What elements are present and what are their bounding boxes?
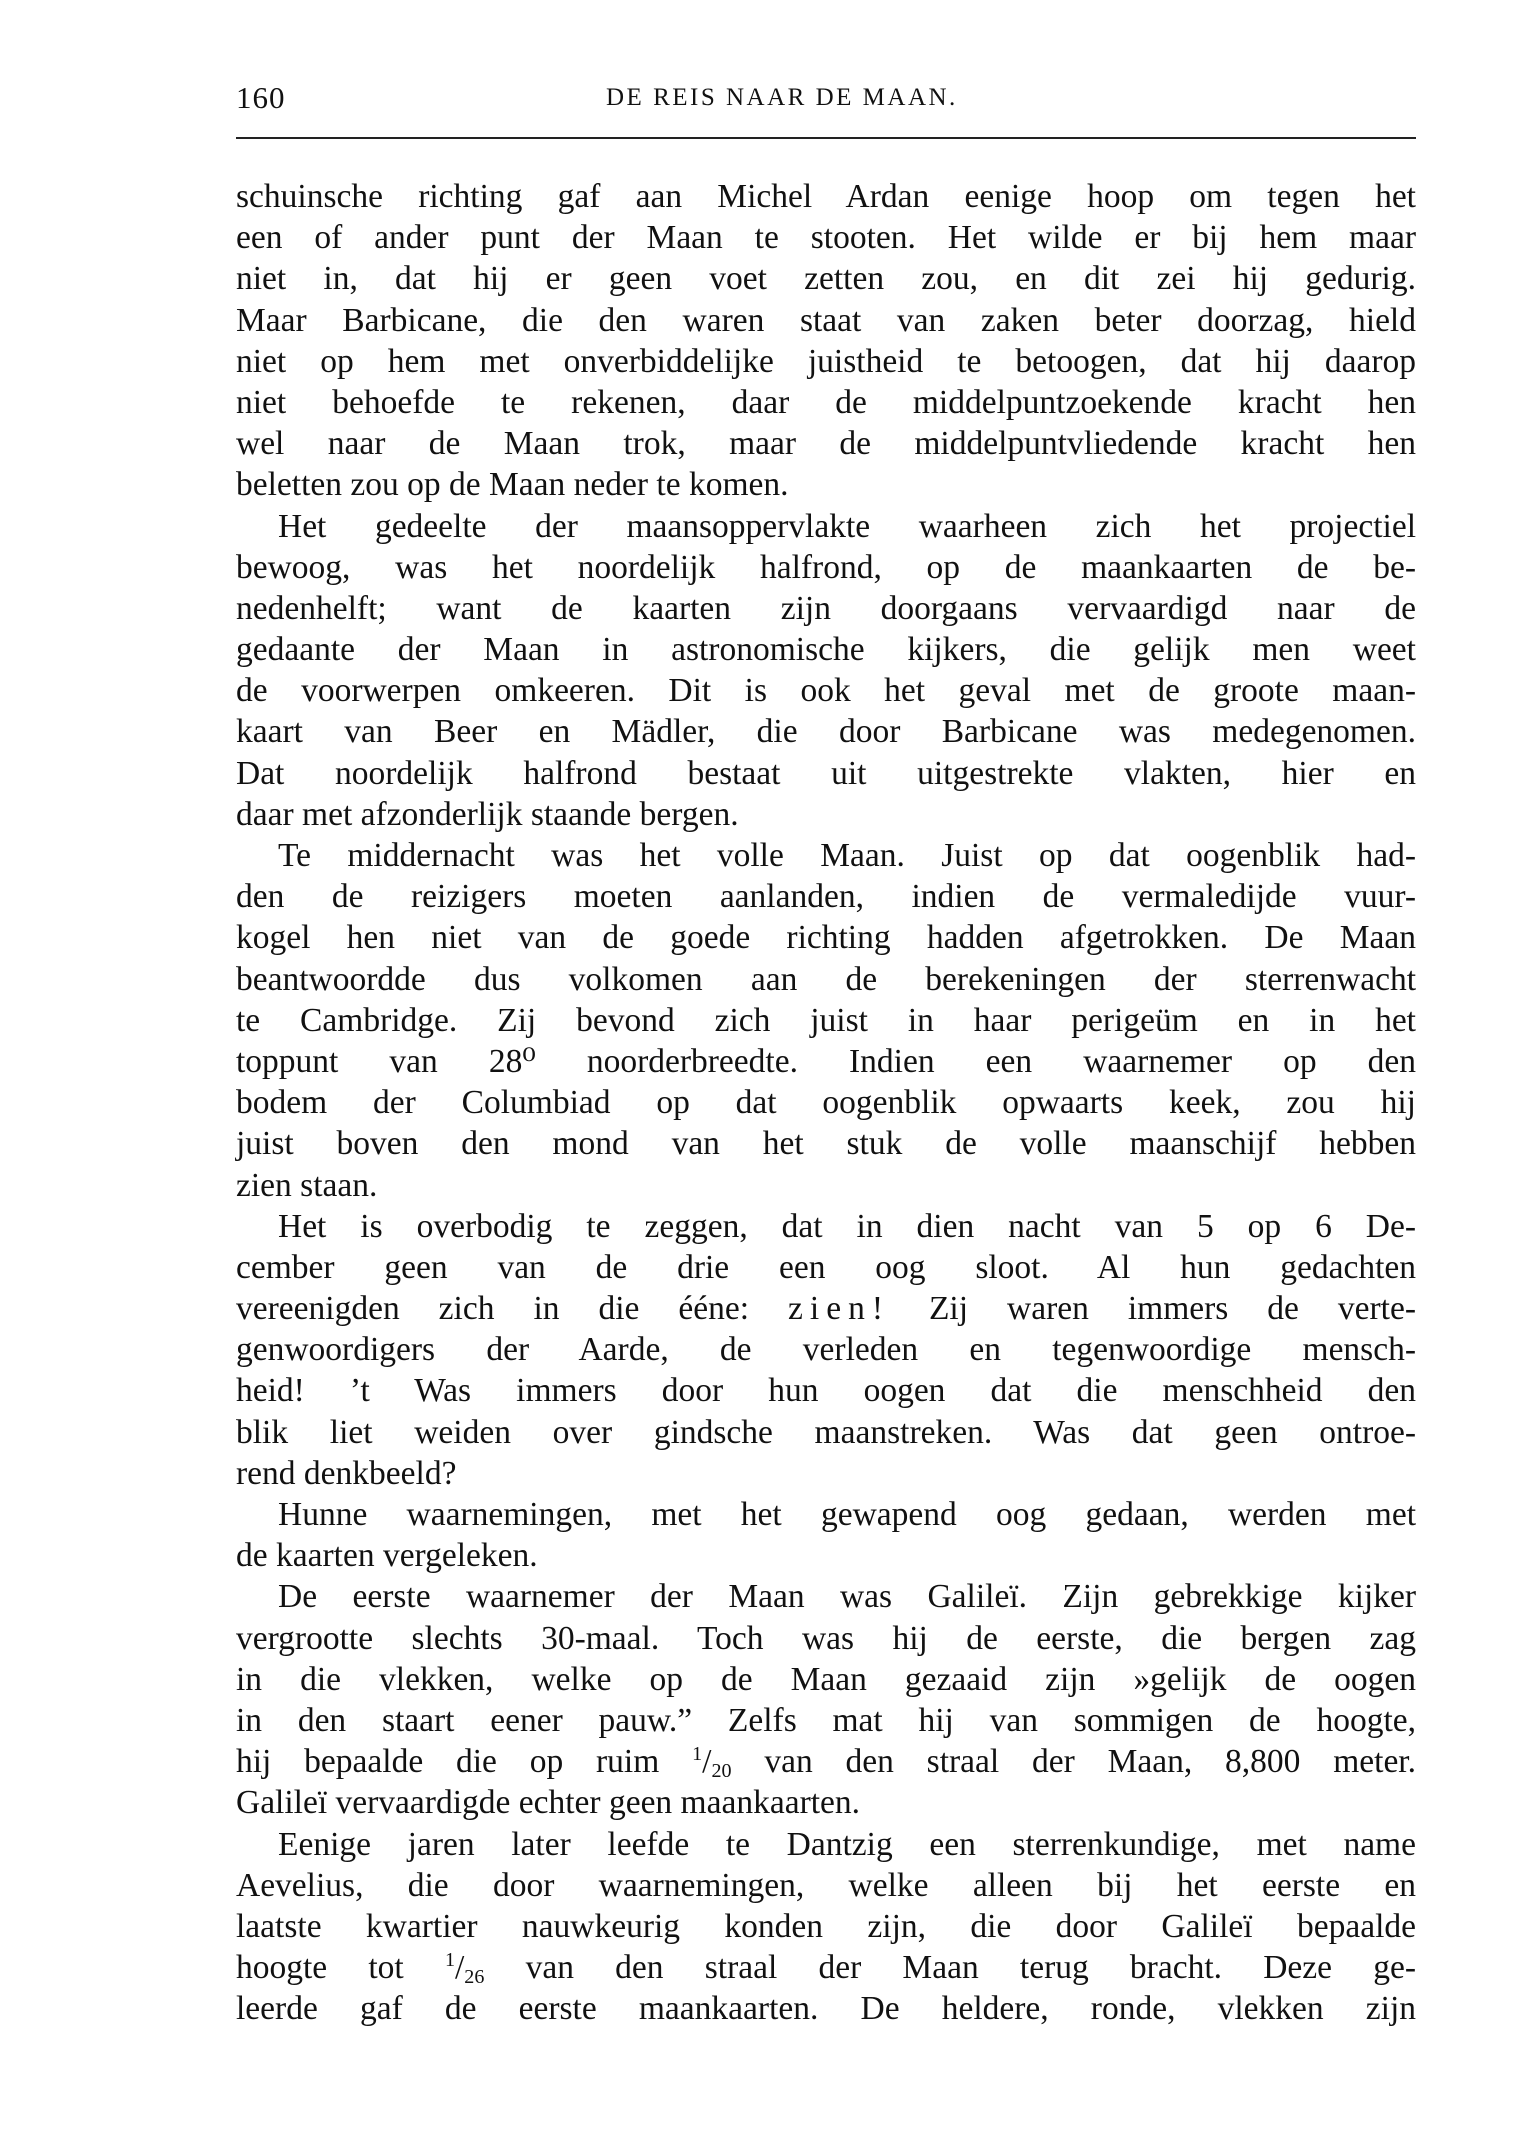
text-line: [236, 1000, 1416, 1041]
line-text: leerde gaf de eerste maankaarten. De heldere, ronde, vlekken zijn: [236, 1990, 1416, 2028]
line-text: Het gedeelte der maansoppervlakte waarheen zich het projectiel: [278, 507, 1416, 545]
fraction-slash: /: [702, 1743, 712, 1781]
line-text: blik liet weiden over gindsche maanstreken. Was dat geen ontroe-: [236, 1413, 1416, 1451]
text-line: [236, 341, 1416, 382]
text-line: [236, 1947, 1416, 1988]
page-number: 160: [236, 80, 286, 115]
line-text: Dat noordelijk halfrond bestaat uit uitgestrekte vlakten, hier en: [236, 754, 1416, 792]
text-line: [236, 382, 1416, 423]
line-text: in die vlekken, welke op de Maan gezaaid zijn »gelijk de oogen: [236, 1660, 1416, 1698]
paragraph-first-line: [236, 1206, 1416, 1247]
line-text: nedenhelft; want de kaarten zijn doorgaans vervaardigd naar de: [236, 589, 1416, 627]
text-line: [236, 217, 1416, 258]
fraction-denominator: 20: [711, 1760, 732, 1783]
text-line: [236, 794, 1416, 835]
line-text: rend denkbeeld?: [236, 1454, 457, 1492]
text-line: [236, 423, 1416, 464]
text-line: [236, 1370, 1416, 1411]
text-line: [236, 753, 1416, 794]
header-rule: [236, 137, 1416, 139]
line-text: den de reizigers moeten aanlanden, indien de vermaledijde vuur-: [236, 878, 1416, 916]
text-line: [236, 1247, 1416, 1288]
text-line: [236, 1741, 1416, 1782]
line-text: kaart van Beer en Mädler, die door Barbicane was medegenomen.: [236, 713, 1416, 751]
line-text: een of ander punt der Maan te stooten. Het wilde er bij hem maar: [236, 219, 1416, 257]
line-text: Eenige jaren later leefde te Dantzig een sterrenkundige, met name: [278, 1825, 1416, 1863]
line-text: de voorwerpen omkeeren. Dit is ook het geval met de groote maan-: [236, 672, 1416, 710]
line-text: Te middernacht was het volle Maan. Juist op dat oogenblik had-: [278, 837, 1416, 874]
text-line: [236, 1659, 1416, 1700]
line-text: cember geen van de drie een oog sloot. Al hun gedachten: [236, 1248, 1416, 1286]
text-line: [236, 1041, 1416, 1082]
line-text: Maar Barbicane, die den waren staat van zaken beter doorzag, hield: [236, 301, 1416, 339]
fraction-slash: /: [454, 1949, 465, 1987]
paragraph-first-line: [236, 1824, 1416, 1865]
text-line: [236, 1329, 1416, 1370]
line-text: niet op hem met onverbiddelijke juistheid te betoogen, dat hij daarop: [236, 342, 1416, 380]
text-line: [236, 1618, 1416, 1659]
line-text: zien staan.: [236, 1166, 378, 1204]
line-text: kogel hen niet van de goede richting hadden afgetrokken. De Maan: [236, 919, 1416, 957]
line-text: heid! ’t Was immers door hun oogen dat die menschheid den: [236, 1372, 1416, 1410]
line-text: laatste kwartier nauwkeurig konden zijn, die door Galileï bepaalde: [236, 1907, 1416, 1945]
text-line: [236, 1988, 1416, 2029]
line-text-continued: van den straal der Maan, 8,800 meter.: [731, 1743, 1416, 1781]
line-text: beletten zou op de Maan neder te komen.: [236, 466, 789, 504]
text-line: [236, 547, 1416, 588]
text-line: [236, 629, 1416, 670]
line-text: Hunne waarnemingen, met het gewapend oog gedaan, werden met: [278, 1496, 1416, 1533]
text-line: [236, 711, 1416, 752]
text-line: [236, 917, 1416, 958]
text-line: [236, 1453, 1416, 1494]
text-line: [236, 1412, 1416, 1453]
line-text: bewoog, was het noordelijk halfrond, op de maankaarten de be-: [236, 548, 1416, 586]
page-header: [236, 80, 1416, 120]
paragraph-first-line: [236, 506, 1416, 547]
line-text-continued: van den straal der Maan terug bracht. Deze ge-: [484, 1949, 1416, 1987]
text-line: [236, 300, 1416, 341]
fraction-numerator: 1: [692, 1743, 703, 1766]
line-text: niet in, dat hij er geen voet zetten zou, en dit zei hij gedurig.: [236, 260, 1416, 298]
running-title: DE REIS NAAR DE MAAN.: [606, 84, 958, 111]
line-text: de kaarten vergeleken.: [236, 1537, 538, 1575]
line-text: beantwoordde dus volkomen aan de berekeningen der sterrenwacht: [236, 960, 1416, 998]
line-text: vereenigden zich in die ééne:: [236, 1290, 789, 1328]
body-text: [236, 176, 1416, 2029]
text-line: [236, 670, 1416, 711]
line-text: toppunt van 28⁰ noorderbreedte. Indien een waarnemer op den: [236, 1042, 1416, 1080]
line-text: daar met afzonderlijk staande bergen.: [236, 795, 739, 833]
line-text: juist boven den mond van het stuk de volle maanschijf hebben: [236, 1125, 1416, 1163]
line-text: gedaante der Maan in astronomische kijkers, die gelijk men weet: [236, 631, 1416, 669]
text-line: [236, 1535, 1416, 1576]
line-text: De eerste waarnemer der Maan was Galileï. Zijn gebrekkige kijker: [278, 1578, 1416, 1616]
line-text: te Cambridge. Zij bevond zich juist in haar perigeüm en in het: [236, 1001, 1416, 1039]
line-text: in den staart eener pauw.” Zelfs mat hij van sommigen de hoogte,: [236, 1701, 1416, 1739]
paragraph-first-line: [236, 835, 1416, 876]
text-line: [236, 258, 1416, 299]
fraction-numerator: 1: [444, 1949, 455, 1972]
text-line: [236, 1082, 1416, 1123]
text-line: [236, 176, 1416, 217]
line-text: Het is overbodig te zeggen, dat in dien nacht van 5 op 6 De-: [278, 1207, 1416, 1245]
paragraph-first-line: [236, 1494, 1416, 1535]
line-text: schuinsche richting gaf aan Michel Ardan eenige hoop om tegen het: [236, 178, 1416, 215]
text-line: [236, 464, 1416, 505]
text-line: [236, 1782, 1416, 1823]
paragraph-first-line: [236, 1576, 1416, 1617]
line-text: hij bepaalde die op ruim: [236, 1743, 693, 1781]
line-text: wel naar de Maan trok, maar de middelpuntvliedende kracht hen: [236, 425, 1416, 463]
line-text: vergrootte slechts 30-maal. Toch was hij de eerste, die bergen zag: [236, 1619, 1416, 1657]
line-text-continued: Zij waren immers de verte-: [889, 1290, 1416, 1328]
fraction-denominator: 26: [464, 1966, 485, 1989]
emphasized-word: zien!: [788, 1290, 890, 1328]
text-line: [236, 876, 1416, 917]
fraction: [692, 1743, 732, 1783]
text-line: [236, 1700, 1416, 1741]
line-text: genwoordigers der Aarde, de verleden en tegenwoordige mensch-: [236, 1331, 1416, 1369]
fraction: [444, 1949, 485, 1989]
text-line: [236, 1165, 1416, 1206]
text-line: [236, 1906, 1416, 1947]
text-line: [236, 1865, 1416, 1906]
line-text: niet behoefde te rekenen, daar de middelpuntzoekende kracht hen: [236, 383, 1416, 421]
text-line: [236, 1288, 1416, 1329]
text-line: [236, 1123, 1416, 1164]
text-line: [236, 588, 1416, 629]
text-line: [236, 959, 1416, 1000]
line-text: bodem der Columbiad op dat oogenblik opwaarts keek, zou hij: [236, 1084, 1416, 1122]
line-text: Aevelius, die door waarnemingen, welke alleen bij het eerste en: [236, 1866, 1416, 1904]
line-text: hoogte tot: [236, 1949, 445, 1987]
line-text: Galileï vervaardigde echter geen maankaarten.: [236, 1784, 861, 1822]
